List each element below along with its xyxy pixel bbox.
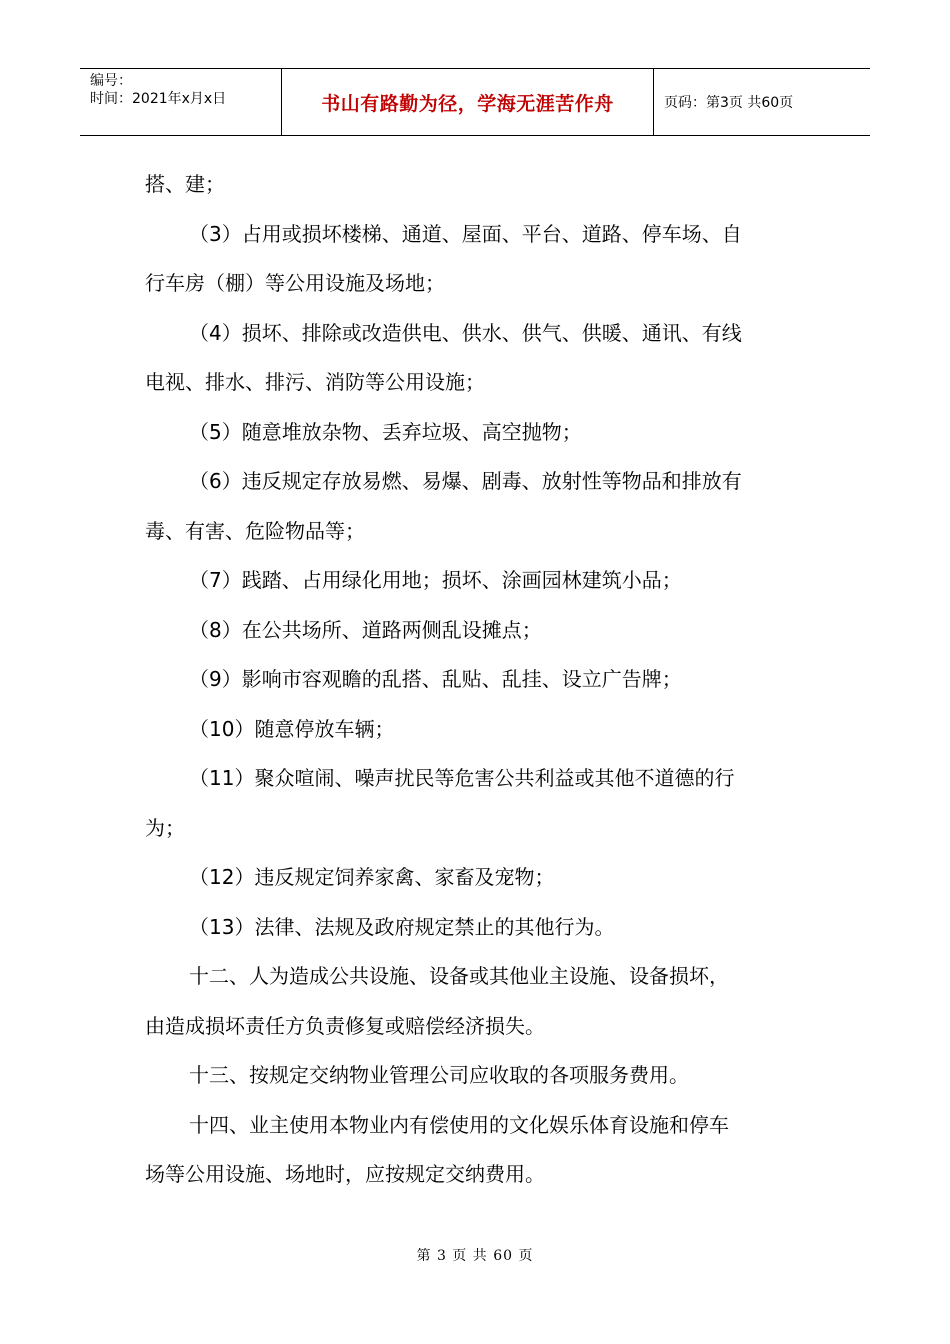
text-line: 行车房（棚）等公用设施及场地； <box>145 271 445 295</box>
text-line: （8）在公共场所、道路两侧乱设摊点； <box>189 617 542 642</box>
header-motto: 书山有路勤为径，学海无涯苦作舟 <box>282 69 654 135</box>
text-line: 毒、有害、危险物品等； <box>145 518 365 543</box>
text-line: 为； <box>145 815 185 840</box>
page-footer: 第 3 页 共 60 页 <box>416 1248 534 1264</box>
text-line: 搭、建； <box>145 172 225 196</box>
date-label: 时间：2021年x月x日 <box>90 91 227 107</box>
document-body <box>145 160 815 1200</box>
header-meta <box>80 69 282 135</box>
text-line: 十四、业主使用本物业内有偿使用的文化娱乐体育设施和停车 <box>189 1112 729 1137</box>
serial-label: 编号： <box>90 73 132 89</box>
text-line: （12）违反规定饲养家禽、家畜及宠物； <box>189 865 555 889</box>
text-line: （9）影响市容观瞻的乱搭、乱贴、乱挂、设立广告牌； <box>189 667 682 691</box>
text-line: 十二、人为造成公共设施、设备或其他业主设施、设备损坏， <box>189 964 729 988</box>
text-line: 场等公用设施、场地时，应按规定交纳费用。 <box>145 1162 545 1186</box>
text-line: （11）聚众喧闹、噪声扰民等危害公共利益或其他不道德的行 <box>189 766 735 790</box>
text-line: （10）随意停放车辆； <box>189 716 395 741</box>
text-line: （3）占用或损坏楼梯、通道、屋面、平台、道路、停车场、自 <box>189 221 742 246</box>
text-line: （4）损坏、排除或改造供电、供水、供气、供暖、通讯、有线 <box>189 320 742 345</box>
page-header <box>80 68 870 136</box>
text-line: （5）随意堆放杂物、丢弃垃圾、高空抛物； <box>189 419 582 444</box>
text-line: 由造成损坏责任方负责修复或赔偿经济损失。 <box>145 1013 545 1038</box>
text-line: 十三、按规定交纳物业管理公司应收取的各项服务费用。 <box>189 1063 689 1087</box>
header-page-info: 页码：第3页 共60页 <box>664 95 794 111</box>
text-line: 电视、排水、排污、消防等公用设施； <box>145 370 485 394</box>
text-line: （6）违反规定存放易燃、易爆、剧毒、放射性等物品和排放有 <box>189 469 742 493</box>
text-line: （7）践踏、占用绿化用地；损坏、涂画园林建筑小品； <box>189 568 682 592</box>
text-line: （13）法律、法规及政府规定禁止的其他行为。 <box>189 914 615 939</box>
